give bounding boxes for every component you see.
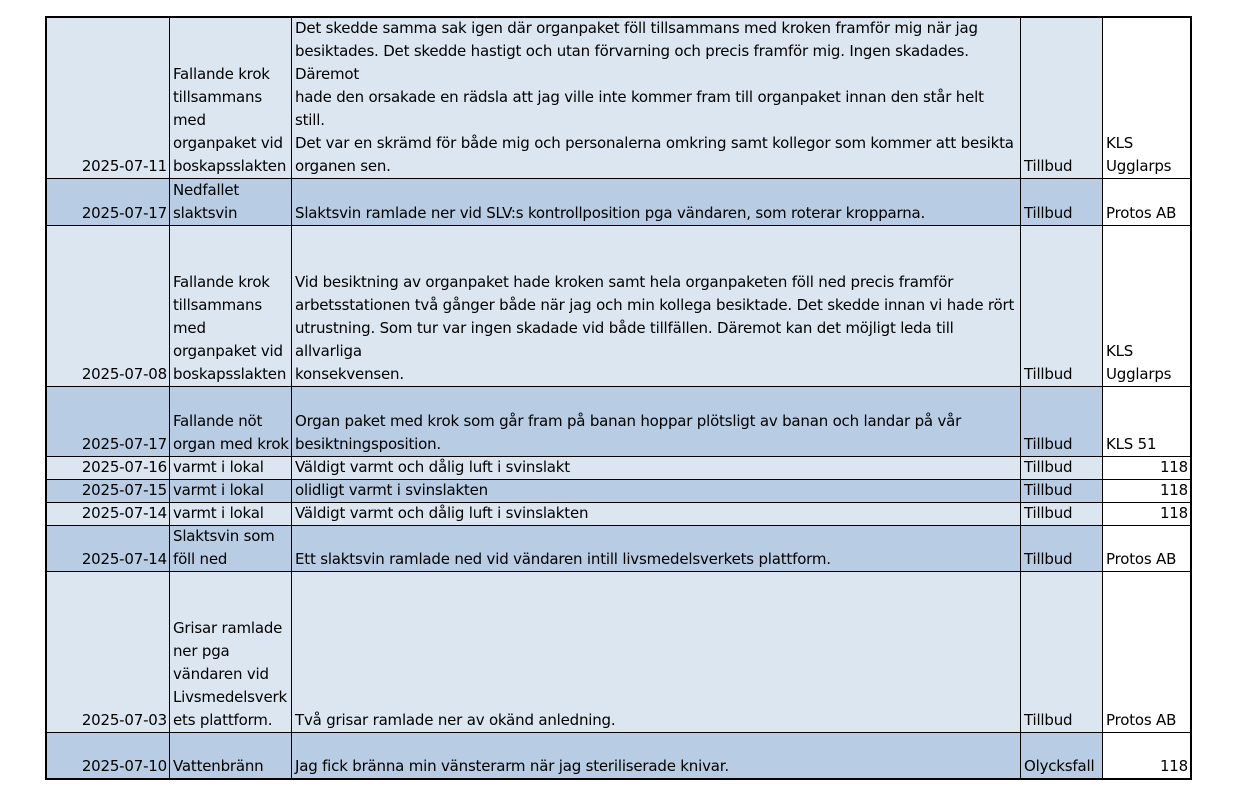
unit-cell[interactable]: 118	[1103, 457, 1192, 479]
description-cell[interactable]: Ett slaktsvin ramlade ned vid vändaren intill livsmedelsverkets plattform.	[292, 526, 1021, 571]
unit-cell[interactable]: KLS Ugglarps	[1103, 226, 1192, 386]
unit-cell[interactable]: KLS 51	[1103, 387, 1192, 456]
date-cell[interactable]: 2025-07-14	[45, 503, 170, 525]
unit-cell[interactable]: Protos AB	[1103, 572, 1192, 732]
date-cell[interactable]: 2025-07-17	[45, 179, 170, 225]
date-cell[interactable]: 2025-07-03	[45, 572, 170, 732]
type-cell[interactable]: Olycksfall	[1021, 733, 1103, 778]
type-cell[interactable]: Tillbud	[1021, 457, 1103, 479]
title-cell[interactable]: Fallande krok tillsammans med organpaket vid boskapsslakten	[170, 226, 292, 386]
date-cell[interactable]: 2025-07-15	[45, 480, 170, 502]
unit-cell[interactable]: 118	[1103, 733, 1192, 778]
table-row[interactable]	[45, 226, 1192, 387]
type-cell[interactable]: Tillbud	[1021, 526, 1103, 571]
unit-cell[interactable]: Protos AB	[1103, 526, 1192, 571]
unit-cell[interactable]: Protos AB	[1103, 179, 1192, 225]
incident-table	[45, 16, 1192, 780]
description-cell[interactable]: Väldigt varmt och dålig luft i svinslakten	[292, 503, 1021, 525]
title-cell[interactable]: varmt i lokal	[170, 457, 292, 479]
table-row[interactable]	[45, 526, 1192, 572]
table-row[interactable]	[45, 480, 1192, 503]
title-cell[interactable]: Vattenbränn	[170, 733, 292, 778]
type-cell[interactable]: Tillbud	[1021, 387, 1103, 456]
title-cell[interactable]: varmt i lokal	[170, 480, 292, 502]
title-cell[interactable]: Fallande krok tillsammans med organpaket vid boskapsslakten	[170, 18, 292, 178]
date-cell[interactable]: 2025-07-10	[45, 733, 170, 778]
title-cell[interactable]: Grisar ramlade ner pga vändaren vid Livsmedelsverk ets plattform.	[170, 572, 292, 732]
title-cell[interactable]: Fallande nöt organ med krok	[170, 387, 292, 456]
type-cell[interactable]: Tillbud	[1021, 179, 1103, 225]
unit-cell[interactable]: 118	[1103, 503, 1192, 525]
date-cell[interactable]: 2025-07-08	[45, 226, 170, 386]
type-cell[interactable]: Tillbud	[1021, 480, 1103, 502]
title-cell[interactable]: Slaktsvin som föll ned	[170, 526, 292, 571]
table-row[interactable]	[45, 387, 1192, 457]
table-row[interactable]	[45, 16, 1192, 179]
title-cell[interactable]: Nedfallet slaktsvin	[170, 179, 292, 225]
table-row[interactable]	[45, 572, 1192, 733]
date-cell[interactable]: 2025-07-14	[45, 526, 170, 571]
description-cell[interactable]: Organ paket med krok som går fram på banan hoppar plötsligt av banan och landar på vår besiktningsposition.	[292, 387, 1021, 456]
unit-cell[interactable]: KLS Ugglarps	[1103, 18, 1192, 178]
table-row[interactable]	[45, 457, 1192, 480]
table-row[interactable]	[45, 503, 1192, 526]
type-cell[interactable]: Tillbud	[1021, 226, 1103, 386]
title-cell[interactable]: varmt i lokal	[170, 503, 292, 525]
table-row[interactable]	[45, 179, 1192, 226]
description-cell[interactable]: Slaktsvin ramlade ner vid SLV:s kontrollposition pga vändaren, som roterar kropparna.	[292, 179, 1021, 225]
table-row[interactable]	[45, 733, 1192, 780]
type-cell[interactable]: Tillbud	[1021, 572, 1103, 732]
date-cell[interactable]: 2025-07-17	[45, 387, 170, 456]
description-cell[interactable]: olidligt varmt i svinslakten	[292, 480, 1021, 502]
description-cell[interactable]: Väldigt varmt och dålig luft i svinslakt	[292, 457, 1021, 479]
description-cell[interactable]: Jag fick bränna min vänsterarm när jag steriliserade knivar.	[292, 733, 1021, 778]
description-cell[interactable]: Det skedde samma sak igen där organpaket föll tillsammans med kroken framför mig när jag besiktades. Det skedde hastigt och utan förvarning och precis framför mig. Ingen skadades. Däremot hade den orsakade en rädsla att jag ville inte kommer fram till organpaket innan den står helt still. Det var en skrämd för både mig och personalerna omkring samt kollegor som kommer att besikta organen sen.	[292, 18, 1021, 178]
description-cell[interactable]: Två grisar ramlade ner av okänd anledning.	[292, 572, 1021, 732]
type-cell[interactable]: Tillbud	[1021, 18, 1103, 178]
unit-cell[interactable]: 118	[1103, 480, 1192, 502]
date-cell[interactable]: 2025-07-11	[45, 18, 170, 178]
type-cell[interactable]: Tillbud	[1021, 503, 1103, 525]
description-cell[interactable]: Vid besiktning av organpaket hade kroken samt hela organpaketen föll ned precis framför arbetsstationen två gånger både när jag och min kollega besiktade. Det skedde innan vi hade rört utrustning. Som tur var ingen skadade vid både tillfällen. Däremot kan det möjligt leda till allvarliga konsekvensen.	[292, 226, 1021, 386]
date-cell[interactable]: 2025-07-16	[45, 457, 170, 479]
